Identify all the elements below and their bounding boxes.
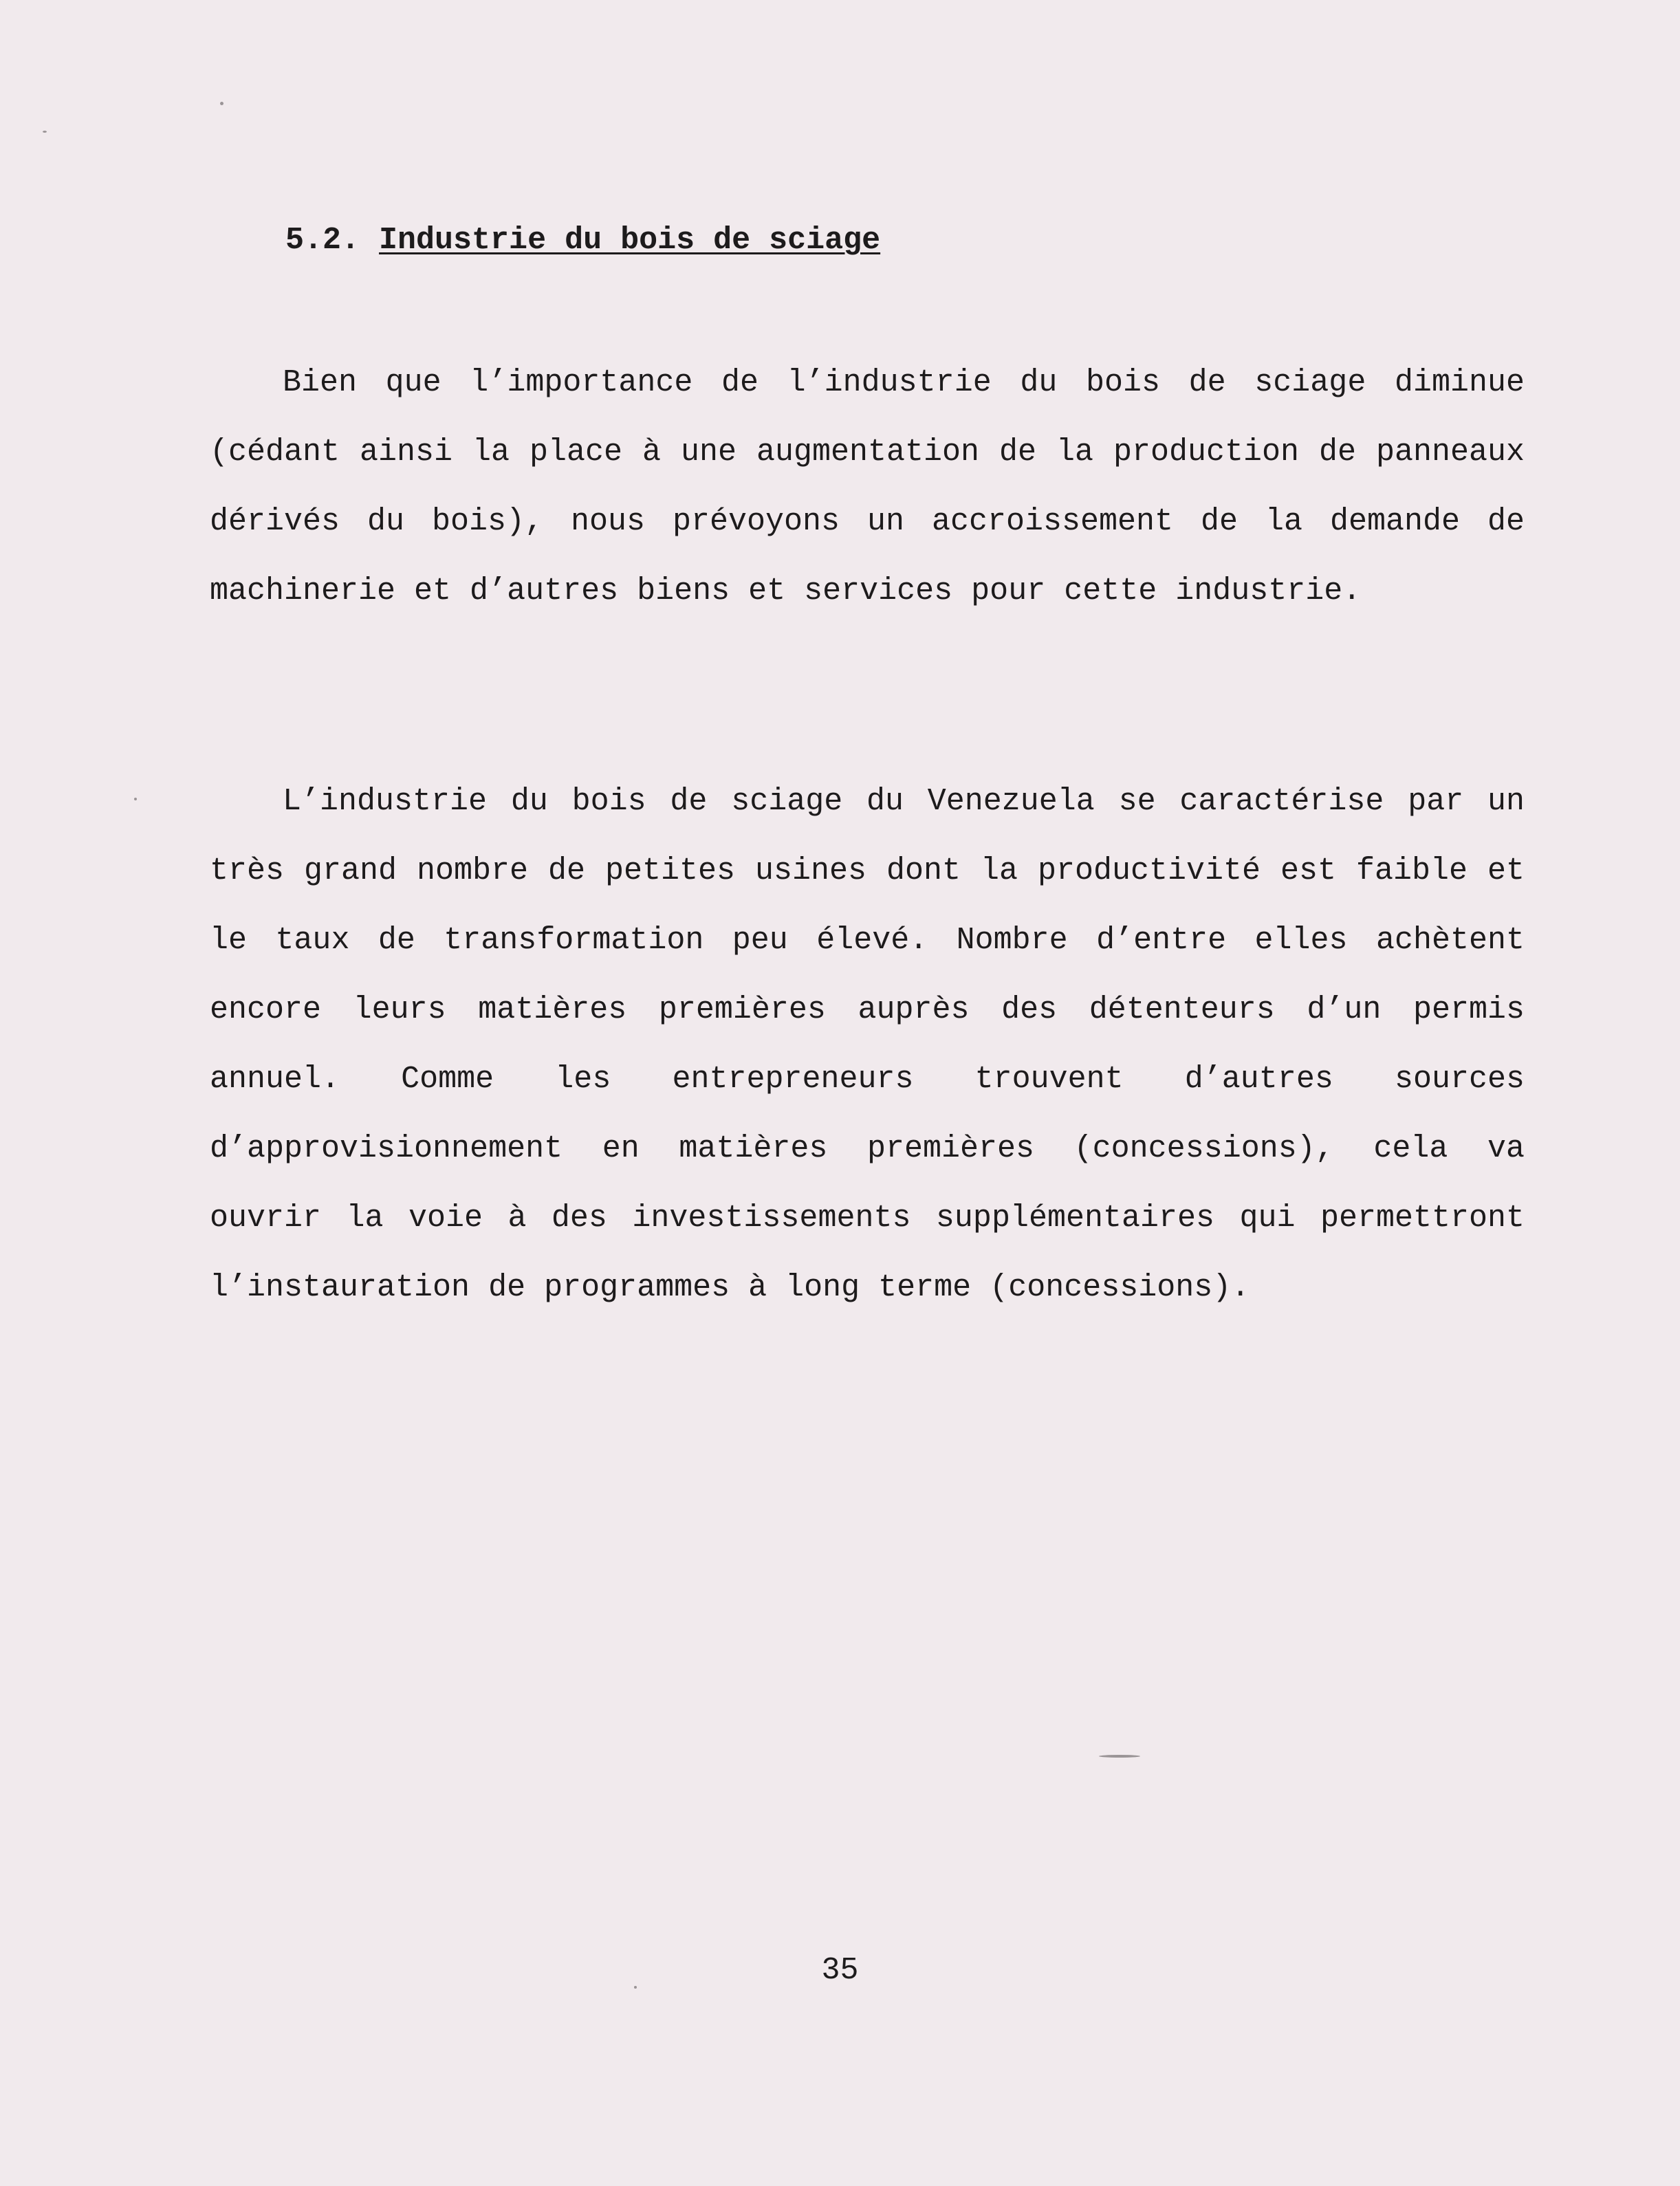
page-number: 35 — [821, 1953, 859, 1988]
section-number: 5.2. — [285, 223, 360, 258]
section-title: Industrie du bois de sciage — [379, 223, 881, 258]
paragraph-intro: Bien que l’importance de l’industrie du bois de sciage diminue (cédant ainsi la place à une augmentation de la production de panneaux dérivés du bois), nous prévoyons un accroissement de la demande de machinerie et d’autres biens et services pour cette industrie. — [210, 365, 1525, 609]
scan-speck — [1099, 1755, 1140, 1758]
paragraph-venezuela-industry: L’industrie du bois de sciage du Venezuela se caractérise par un très grand nombre de petites usines dont la productivité est faible et le taux de transformation peu élevé. Nombre d’entre elles achètent encore leurs matières premières auprès des détenteurs d’un permis annuel. Comme les entrepreneurs trouvent d’autres sources d’approvisionnement en matières premières (concessions), cela va ouvrir la voie à des investissements supplémentaires qui permettront l’instauration de programmes à long terme (concessions). — [210, 784, 1525, 1305]
scan-speck — [43, 131, 47, 133]
scan-speck — [134, 798, 137, 800]
section-heading — [285, 221, 880, 260]
scan-speck — [220, 102, 223, 105]
scan-speck — [634, 1986, 637, 1989]
